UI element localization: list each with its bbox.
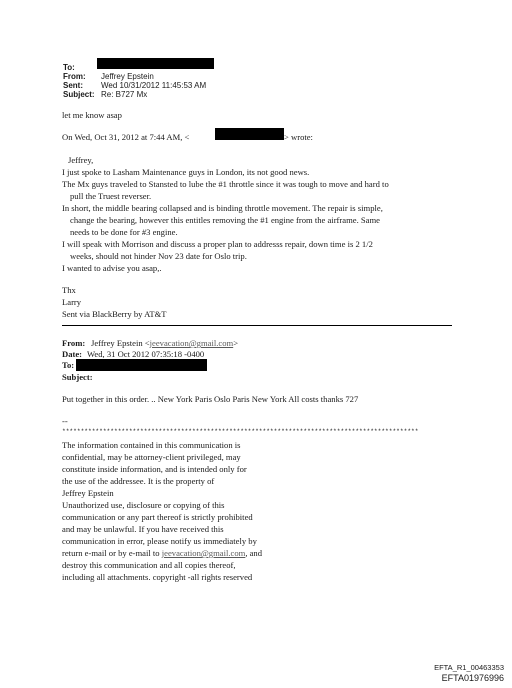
quote-line: change the bearing, however this entitles removing the #1 engine from the airframe. Same: [70, 215, 380, 225]
from-value: Jeffrey Epstein: [101, 72, 154, 81]
quote-line: I wanted to advise you asap,.: [62, 263, 162, 273]
disclaimer-line: Jeffrey Epstein: [62, 488, 114, 498]
sent-label: Sent:: [63, 81, 83, 90]
signature-stars: ************************************************************************************************: [62, 428, 419, 435]
redaction-email2-to: [76, 359, 207, 371]
from-label: From:: [63, 72, 86, 81]
subject-value: Re: B727 Mx: [101, 90, 148, 99]
email2-date-value: Wed, 31 Oct 2012 07:35:18 -0400: [87, 349, 205, 359]
quote-line: I just spoke to Lasham Maintenance guys in London, its not good news.: [62, 167, 310, 177]
quote-line: needs to be done for #3 engine.: [70, 227, 178, 237]
disclaimer-line: including all attachments. copyright -all rights reserved: [62, 572, 253, 582]
email2-from-email-link[interactable]: jeevacation@gmail.com: [149, 338, 234, 348]
sign-thx: Thx: [62, 285, 76, 295]
subject-label: Subject:: [63, 90, 95, 99]
disclaimer-email-suffix: , and: [245, 548, 263, 558]
separator-rule: [62, 325, 452, 326]
quote-line: In short, the middle bearing collapsed and is binding throttle movement. The repair is simple,: [62, 203, 383, 213]
redaction-quote-sender: [215, 128, 284, 140]
signature-dashes: --: [62, 416, 68, 426]
quote-line: I will speak with Morrison and discuss a proper plan to addresss repair, down time is 2 1/2: [62, 239, 373, 249]
quote-line: pull the Truest reverser.: [70, 191, 152, 201]
disclaimer-line: communication in error, please notify us immediately by: [62, 536, 257, 546]
bates-number-secondary: EFTA01976996: [441, 673, 504, 683]
bates-number-primary: EFTA_R1_00463353: [434, 663, 504, 672]
redaction-to: [97, 58, 214, 69]
quote-line: The Mx guys traveled to Stansted to lube the #1 throttle since it was tough to move and hard to: [62, 179, 389, 189]
disclaimer-line: Unauthorized use, disclosure or copying of this: [62, 500, 225, 510]
email2-from-label: From:: [62, 338, 86, 348]
quote-line: Jeffrey,: [68, 155, 94, 165]
disclaimer-line: destroy this communication and all copies thereof,: [62, 560, 236, 570]
disclaimer-email-link[interactable]: jeevacation@gmail.com: [161, 548, 246, 558]
disclaimer-line: communication or any part thereof is strictly prohibited: [62, 512, 253, 522]
email2-date-label: Date:: [62, 349, 83, 359]
email2-to-label: To:: [62, 360, 75, 370]
quote-line: weeks, should not hinder Nov 23 date for Oslo trip.: [70, 251, 247, 261]
quote-intro-prefix: On Wed, Oct 31, 2012 at 7:44 AM, <: [62, 132, 190, 142]
sign-name: Larry: [62, 297, 82, 307]
disclaimer-email-prefix: return e-mail or by e-mail to: [62, 548, 162, 558]
quote-intro: [62, 132, 189, 143]
email2-subject-label: Subject:: [62, 372, 93, 382]
sent-value: Wed 10/31/2012 11:45:53 AM: [101, 81, 207, 90]
disclaimer-line: constitute inside information, and is intended only for: [62, 464, 247, 474]
disclaimer-line: confidential, may be attorney-client privileged, may: [62, 452, 241, 462]
disclaimer-line: and may be unlawful. If you have received this: [62, 524, 224, 534]
email2-body: Put together in this order. .. New York Paris Oslo Paris New York All costs thanks 727: [62, 394, 359, 404]
disclaimer-line: The information contained in this communication is: [62, 440, 241, 450]
disclaimer-email-line: [62, 548, 262, 559]
disclaimer-line: the use of the addressee. It is the property of: [62, 476, 215, 486]
quote-wrote: > wrote:: [284, 132, 313, 142]
email1-body: let me know asap: [62, 110, 122, 120]
email2-from-name: Jeffrey Epstein <: [91, 338, 150, 348]
email2-from-value: [91, 338, 238, 349]
sign-device: Sent via BlackBerry by AT&T: [62, 309, 167, 319]
email2-from-close: >: [233, 338, 239, 348]
to-label: To:: [63, 63, 75, 72]
